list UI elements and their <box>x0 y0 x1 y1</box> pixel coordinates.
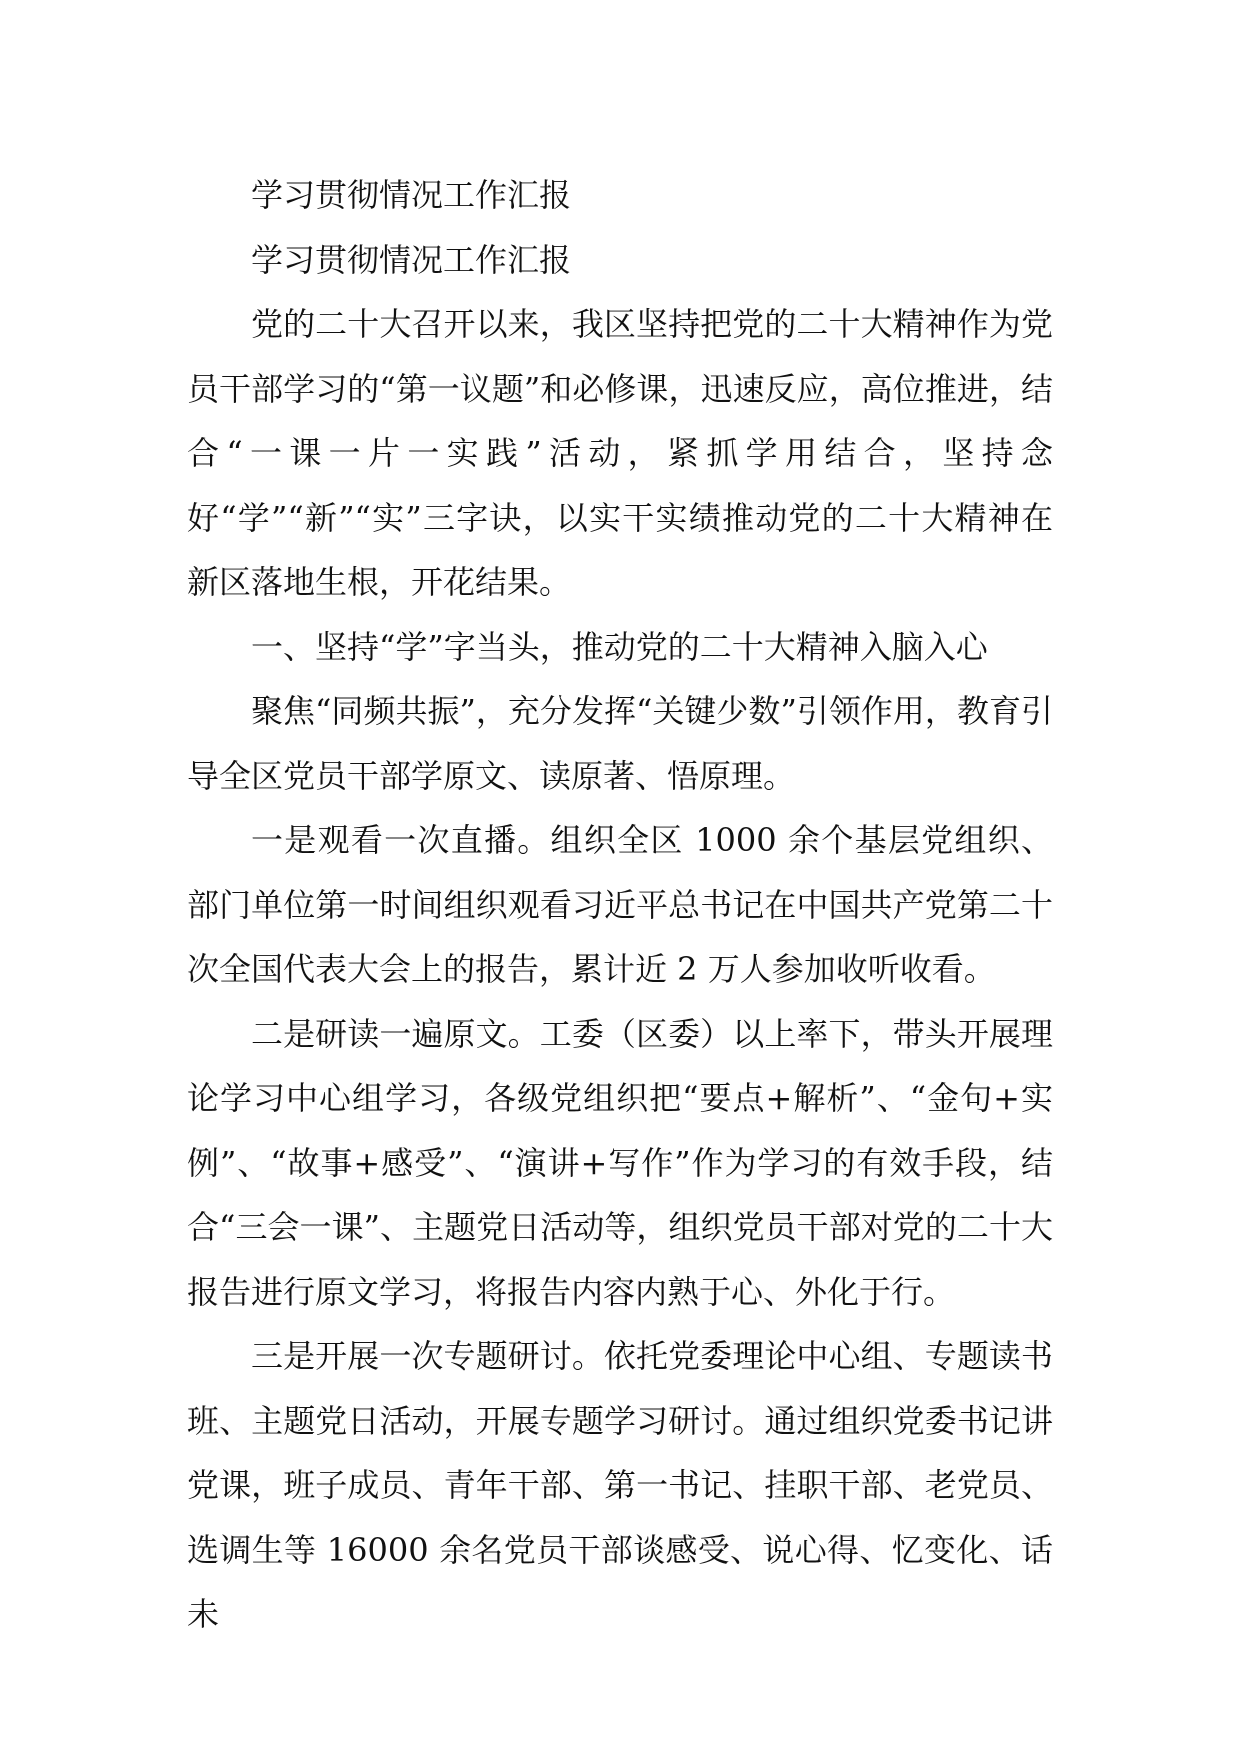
paragraph-intro: 党的二十大召开以来，我区坚持把党的二十大精神作为党员干部学习的“第一议题”和必修课，迅速反应，高位推进，结合“一课一片一实践”活动，紧抓学用结合，坚持念好“学”“新”“实”三字诀，以实干实绩推动党的二十大精神在新区落地生根，开花结果。 <box>187 305 1053 601</box>
document-subtitle: 学习贯彻情况工作汇报 <box>251 240 572 279</box>
document-title: 学习贯彻情况工作汇报 <box>251 176 572 214</box>
document-body <box>187 163 1053 1647</box>
paragraph-discussion: 三是开展一次专题研讨。依托党委理论中心组、专题读书班、主题党日活动，开展专题学习研讨。通过组织党委书记讲党课，班子成员、青年干部、第一书记、挂职干部、老党员、选调生等 16000 余名党员干部谈感受、说心得、忆变化、话未 <box>187 1337 1053 1633</box>
section-heading-1: 一、坚持“学”字当头，推动党的二十大精神入脑入心 <box>251 627 988 666</box>
paragraph-broadcast: 一是观看一次直播。组织全区 1000 余个基层党组织、部门单位第一时间组织观看习近平总书记在中国共产党第二十次全国代表大会上的报告，累计近 2 万人参加收听收看。 <box>187 821 1053 988</box>
paragraph-reading: 二是研读一遍原文。工委（区委）以上率下，带头开展理论学习中心组学习，各级党组织把“要点+解析”、“金句+实例”、“故事+感受”、“演讲+写作”作为学习的有效手段，结合“三会一课”、主题党日活动等，组织党员干部对党的二十大报告进行原文学习，将报告内容内熟于心、外化于行。 <box>187 1014 1053 1311</box>
paragraph-focus: 聚焦“同频共振”，充分发挥“关键少数”引领作用，教育引导全区党员干部学原文、读原著、悟原理。 <box>187 692 1053 795</box>
